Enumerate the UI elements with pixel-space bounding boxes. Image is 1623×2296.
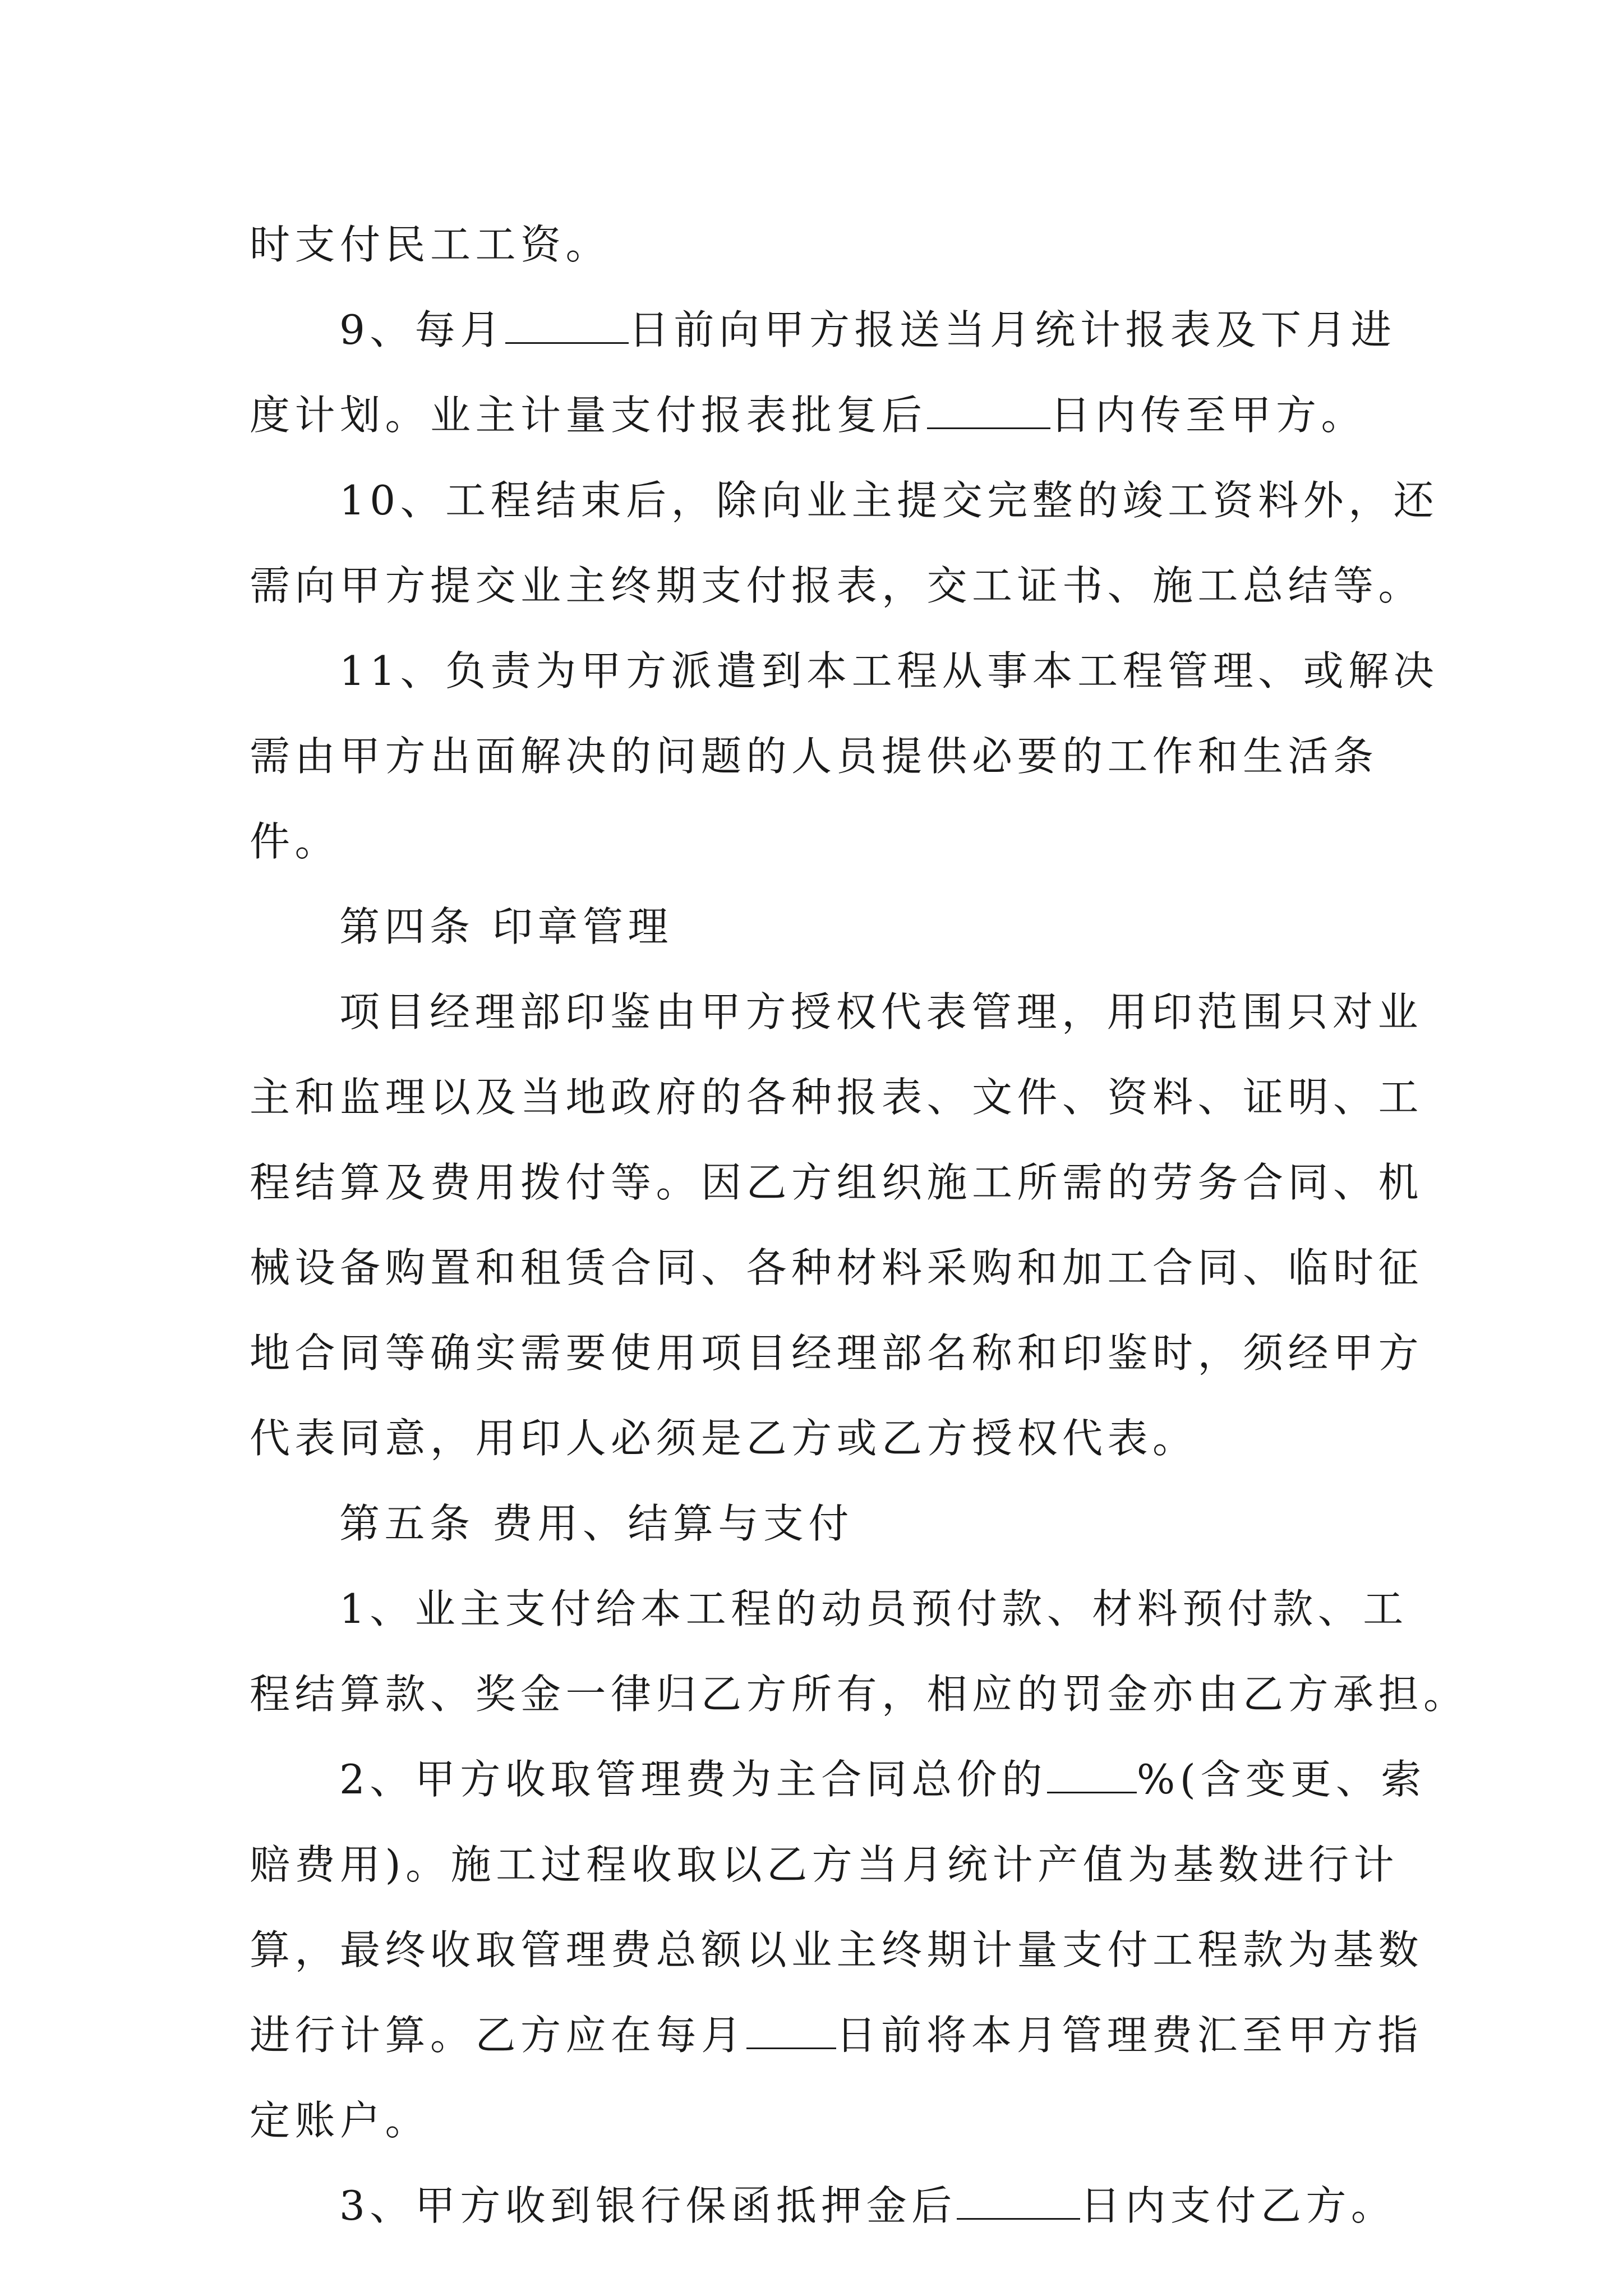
- text-segment: 2、甲方收取管理费为主合同总价的: [339, 1756, 1047, 1803]
- fill-in-blank: [746, 2014, 836, 2049]
- text-line: 代表同意，用印人必须是乙方或乙方授权代表。: [250, 1415, 1198, 1462]
- text-line: 10、工程结束后，除向业主提交完整的竣工资料外，还: [339, 477, 1439, 524]
- text-line: 1、业主支付给本工程的动员预付款、材料预付款、工: [339, 1585, 1408, 1632]
- text-line-with-blank: [250, 2163, 1394, 2248]
- fill-in-blank: [957, 2184, 1080, 2220]
- section-heading: 第五条 费用、结算与支付: [339, 1500, 854, 1547]
- text-line-with-blank: [250, 287, 1394, 372]
- text-segment: 3、甲方收到银行保函抵押金后: [339, 2182, 957, 2229]
- text-line: 项目经理部印鉴由甲方授权代表管理，用印范围只对业: [339, 988, 1423, 1036]
- text-line: 算，最终收取管理费总额以业主终期计量支付工程款为基数: [250, 1926, 1424, 1973]
- fill-in-blank: [1047, 1758, 1137, 1793]
- text-segment: 日内支付乙方。: [1080, 2182, 1396, 2229]
- text-line: 程结算款、奖金一律归乙方所有，相应的罚金亦由乙方承担。: [250, 1671, 1469, 1718]
- text-line-with-blank: [250, 1737, 1426, 1822]
- section-heading: 第四条 印章管理: [339, 903, 673, 950]
- text-line: 11、负责为甲方派遣到本工程从事本工程管理、或解决: [339, 647, 1439, 694]
- text-line: 需由甲方出面解决的问题的人员提供必要的工作和生活条: [250, 733, 1378, 780]
- text-line: 时支付民工工资。: [250, 221, 611, 268]
- text-line: 件。: [250, 818, 340, 865]
- text-segment: 日前将本月管理费汇至甲方指: [836, 2012, 1423, 2059]
- text-line: 主和监理以及当地政府的各种报表、文件、资料、证明、工: [250, 1074, 1424, 1121]
- fill-in-blank: [505, 309, 629, 344]
- text-line: 定账户。: [250, 2097, 431, 2144]
- text-line: 赔费用)。施工过程收取以乙方当月统计产值为基数进行计: [250, 1841, 1399, 1888]
- text-segment: 度计划。业主计量支付报表批复后: [250, 392, 927, 439]
- text-line: 地合同等确实需要使用项目经理部名称和印鉴时，须经甲方: [250, 1329, 1424, 1377]
- text-segment: %(含变更、索: [1136, 1756, 1426, 1803]
- text-line: 械设备购置和租赁合同、各种材料采购和加工合同、临时征: [250, 1244, 1424, 1291]
- text-line-with-blank: [250, 372, 1394, 458]
- text-line: 需向甲方提交业主终期支付报表，交工证书、施工总结等。: [250, 562, 1424, 609]
- text-segment: 进行计算。乙方应在每月: [250, 2012, 746, 2059]
- fill-in-blank: [927, 394, 1050, 429]
- text-line: 程结算及费用拨付等。因乙方组织施工所需的劳务合同、机: [250, 1159, 1424, 1206]
- text-segment: 9、每月: [339, 306, 505, 353]
- text-line-with-blank: [250, 1993, 1423, 2078]
- text-segment: 日前向甲方报送当月统计报表及下月进: [628, 306, 1396, 353]
- contract-body: [250, 202, 1469, 2248]
- text-segment: 日内传至甲方。: [1050, 392, 1367, 439]
